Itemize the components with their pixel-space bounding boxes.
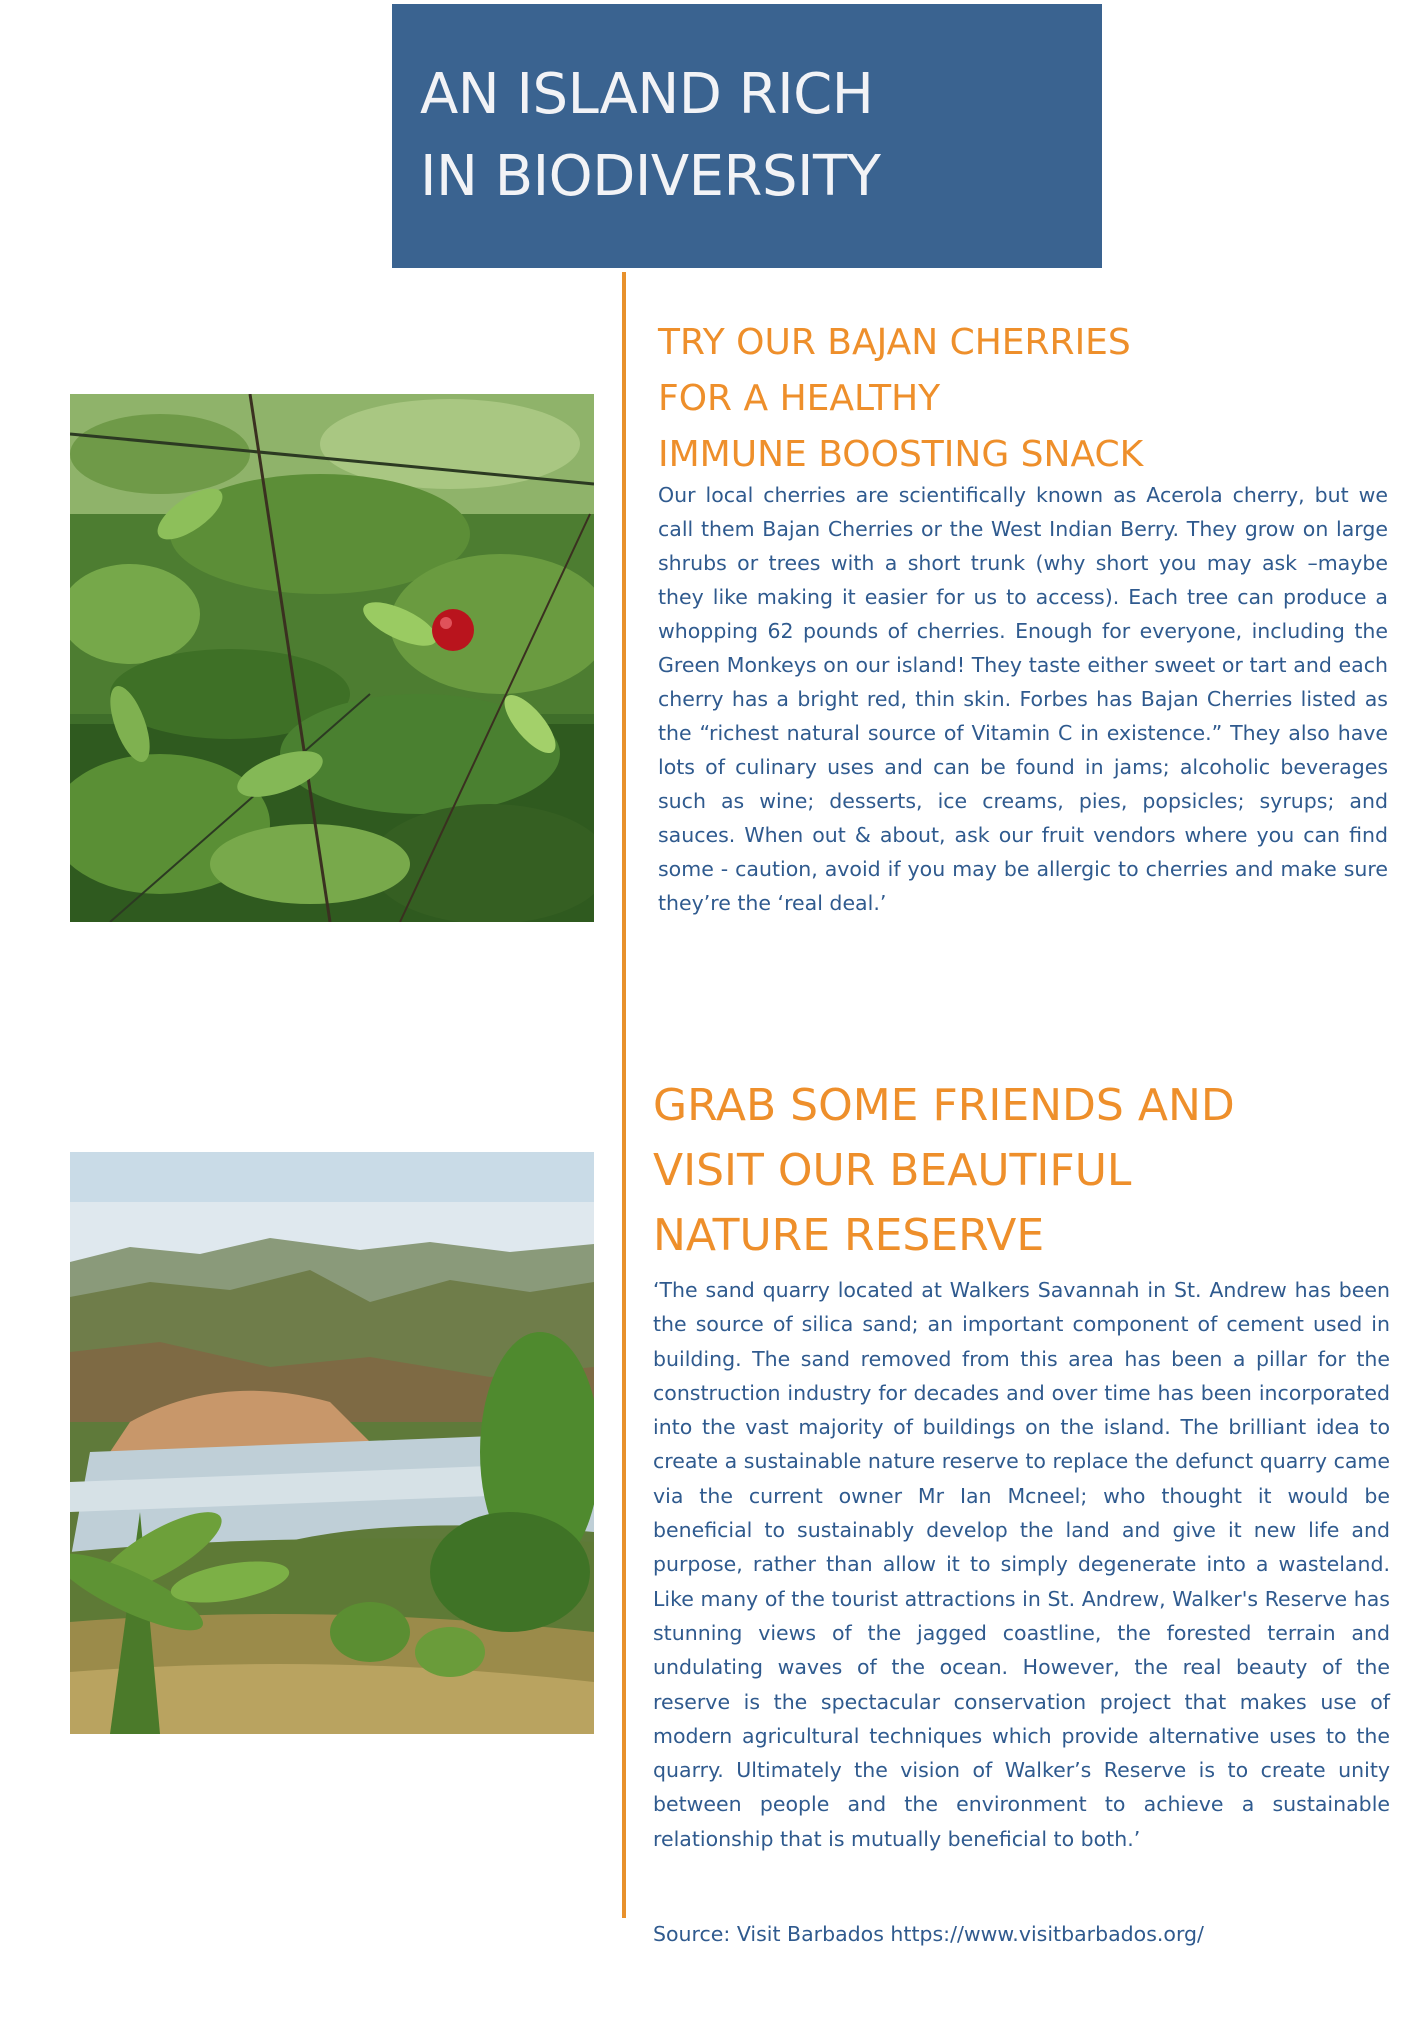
section-2-heading-line-3: NATURE RESERVE xyxy=(653,1210,1045,1261)
section-1-body: Our local cherries are scientifically known as Acerola cherry, but we call them Bajan Cherries or the West Indian Berry. They grow on large shrubs or trees with a short trunk (why short you may ask –maybe they like making it easier for us to access). Each tree can produce a whopping 62 pounds of cherries. Enough for everyone, including the Green Monkeys on our island! They taste either sweet or tart and each cherry has a bright red, thin skin. Forbes has Bajan Cherries listed as the “richest natural source of Vitamin C in existence.” They also have lots of culinary uses and can be found in jams; alcoholic beverages such as wine; desserts, ice creams, pies, popsicles; syrups; and sauces. When out & about, ask our fruit vendors where you can find some - caution, avoid if you may be allergic to cherries and make sure they’re the ‘real deal.’ xyxy=(658,483,1388,915)
source-credit: Source: Visit Barbados https://www.visitbarbados.org/ xyxy=(653,1922,1204,1946)
vertical-divider xyxy=(622,272,626,1918)
section-2-heading-line-1: GRAB SOME FRIENDS AND xyxy=(653,1080,1235,1131)
section-2-heading-line-2: VISIT OUR BEAUTIFUL xyxy=(653,1145,1132,1196)
section-1-heading-line-1: TRY OUR BAJAN CHERRIES xyxy=(658,322,1131,363)
nature-reserve-photo xyxy=(70,1152,594,1734)
page-title-line-2: IN BIODIVERSITY xyxy=(420,144,881,209)
section-2-body: ‘The sand quarry located at Walkers Savannah in St. Andrew has been the source of silica sand; an important component of cement used in building. The sand removed from this area has been a pillar for the construction industry for decades and over time has been incorporated into the vast majority of buildings on the island. The brilliant idea to create a sustainable nature reserve to replace the defunct quarry came via the current owner Mr Ian Mcneel; who thought it would be beneficial to sustainably develop the land and give it new life and purpose, rather than allow it to simply degenerate into a wasteland. Like many of the tourist attractions in St. Andrew, Walker's Reserve has stunning views of the jagged coastline, the forested terrain and undulating waves of the ocean. However, the real beauty of the reserve is the spectacular conservation project that makes use of modern agricultural techniques which provide alternative uses to the quarry. Ultimately the vision of Walker’s Reserve is to create unity between people and the environment to achieve a sustainable relationship that is mutually beneficial to both.’ xyxy=(653,1278,1390,1851)
section-1-heading-line-2: FOR A HEALTHY xyxy=(658,378,941,419)
cherry-tree-photo xyxy=(70,394,594,922)
page-title-line-1: AN ISLAND RICH xyxy=(420,62,874,127)
section-1-heading-line-3: IMMUNE BOOSTING SNACK xyxy=(658,434,1144,475)
title-banner xyxy=(392,4,1102,268)
